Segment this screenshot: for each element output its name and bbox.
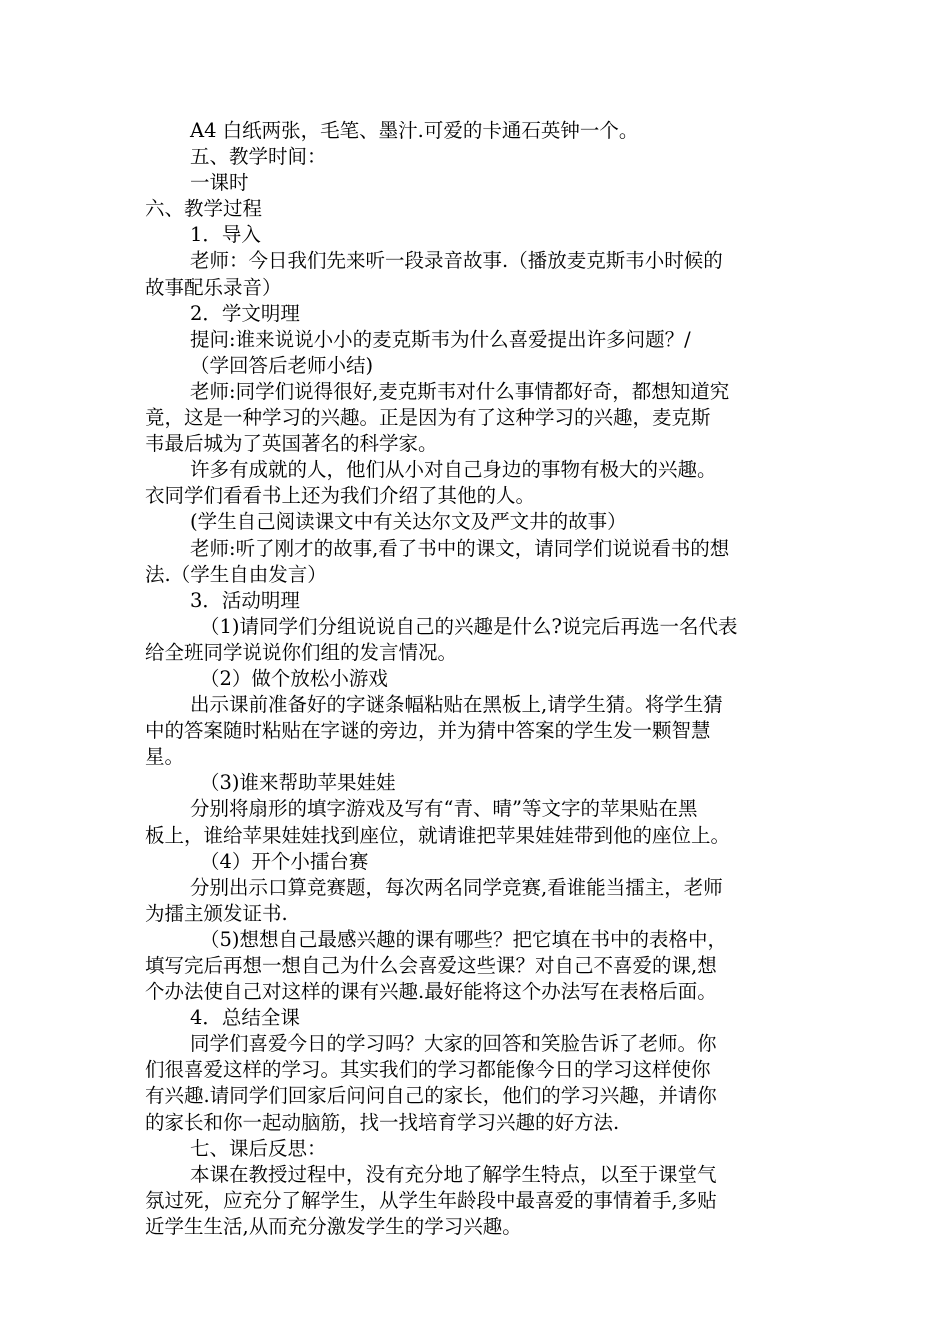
text-line: 出示课前准备好的字谜条幅粘贴在黑板上,请学生猜。将学生猜 — [190, 693, 723, 717]
text-line: 同学们喜爱今日的学习吗？大家的回答和笑脸告诉了老师。你 — [190, 1032, 717, 1056]
text-line: 分别出示口算竞赛题，每次两名同学竞赛,看谁能当擂主，老师 — [190, 875, 723, 899]
text-line: 提问:谁来说说小小的麦克斯韦为什么喜爱提出许多问题？/ — [190, 327, 691, 351]
section-heading: 六、教学过程 — [145, 197, 263, 221]
text-line: 给全班同学说说你们组的发言情况。 — [145, 640, 458, 664]
text-line: 法.（学生自由发言） — [145, 562, 327, 586]
text-line: 个办法使自己对这样的课有兴趣.最好能将这个办法写在表格后面。 — [145, 980, 717, 1004]
text-line: （学回答后老师小结) — [190, 353, 374, 377]
section-heading: 七、课后反思： — [190, 1136, 327, 1160]
text-line: 老师：今日我们先来听一段录音故事.（播放麦克斯韦小时候的 — [190, 249, 723, 273]
subsection-heading: 1．导入 — [190, 223, 261, 247]
text-line: 近学生生活,从而充分激发学生的学习兴趣。 — [145, 1214, 522, 1238]
text-line: 有兴趣.请同学们回家后问问自己的家长，他们的学习兴趣，并请你 — [145, 1084, 717, 1108]
text-line: 一课时 — [190, 171, 249, 195]
text-line: 中的答案随时粘贴在字谜的旁边，并为猜中答案的学生发一颗智慧 — [145, 719, 711, 743]
text-line: （1)请同学们分组说说自己的兴趣是什么?说完后再选一名代表 — [200, 614, 738, 638]
text-line: 填写完后再想一想自己为什么会喜爱这些课？对自己不喜爱的课,想 — [145, 954, 717, 977]
text-line: （2）做个放松小游戏 — [200, 666, 388, 690]
text-line: 许多有成就的人，他们从小对自己身边的事物有极大的兴趣。 — [190, 458, 717, 482]
text-line: （4）开个小擂台赛 — [200, 849, 369, 873]
text-line: 韦最后城为了英国著名的科学家。 — [145, 432, 438, 456]
text-line: 的家长和你一起动脑筋，找一找培育学习兴趣的好方法. — [145, 1110, 620, 1134]
text-line: 分别将扇形的填字游戏及写有“青、晴”等文字的苹果贴在黑 — [190, 797, 698, 821]
text-line: 老师:同学们说得很好,麦克斯韦对什么事情都好奇，都想知道究 — [190, 379, 730, 403]
text-line: 竟，这是一种学习的兴趣。正是因为有了这种学习的兴趣，麦克斯 — [145, 406, 711, 430]
text-line: 本课在教授过程中，没有充分地了解学生特点，以至于课堂气 — [190, 1162, 717, 1186]
subsection-heading: 4．总结全课 — [190, 1006, 300, 1030]
text-line: 们很喜爱这样的学习。其实我们的学习都能像今日的学习这样使你 — [145, 1058, 711, 1082]
text-line: （3)谁来帮助苹果娃娃 — [200, 771, 396, 795]
text-line: 星。 — [145, 745, 185, 769]
subsection-heading: 3．活动明理 — [190, 588, 300, 612]
text-line: 氛过死，应充分了解学生，从学生年龄段中最喜爱的事情着手,多贴 — [145, 1188, 717, 1212]
text-line: （5)想想自己最感兴趣的课有哪些？把它填在书中的表格中， — [200, 927, 728, 951]
subsection-heading: 2．学文明理 — [190, 301, 300, 325]
text-line: 老师:听了刚才的故事,看了书中的课文，请同学们说说看书的想 — [190, 536, 730, 560]
text-line: 衣同学们看看书上还为我们介绍了其他的人。 — [145, 484, 536, 508]
text-line: 板上，谁给苹果娃娃找到座位，就请谁把苹果娃娃带到他的座位上。 — [145, 823, 731, 847]
text-line: A4 白纸两张，毛笔、墨汁.可爱的卡通石英钟一个。 — [190, 119, 639, 142]
document-body — [145, 118, 810, 1240]
text-line: 为擂主颁发证书. — [145, 901, 288, 925]
text-line: 五、教学时间： — [190, 145, 327, 169]
text-line: 故事配乐录音） — [145, 275, 282, 299]
text-line: (学生自己阅读课文中有关达尔文及严文井的故事） — [190, 510, 627, 534]
